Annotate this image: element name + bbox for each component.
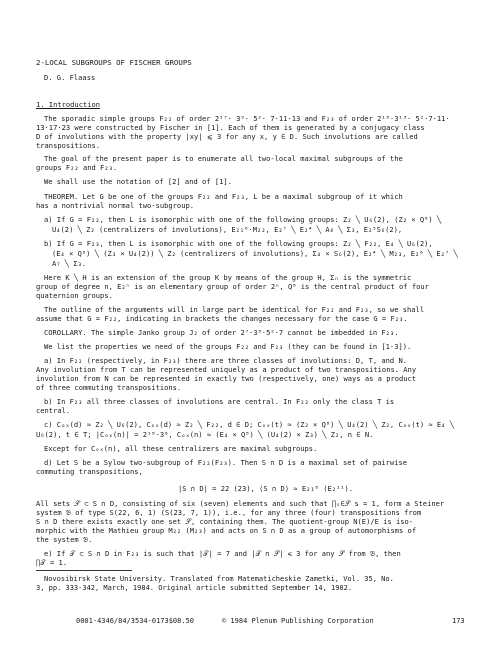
body-line: has a nontrivial normal two-subgroup. <box>36 201 195 210</box>
body-line: The outline of the arguments will in large part be identical for F₂₂ and F₂₃, so we shall <box>44 305 425 314</box>
body-line: (E₄ × Q⁸) ╲ (Z₃ × U₄(2)) ╲ Z₂ (centralizers of involutions), Σ₄ × S₆(2), E₂⁴ ╲ M₂₃, E₂⁶ ╲ E₂⁷ ╲ <box>52 249 458 258</box>
body-line: central. <box>36 406 71 415</box>
body-line: All sets 𝒮 ⊂ S ∩ D, consisting of six (seven) elements and such that ∏ₛ∈𝒮 s = 1, form a Steiner <box>36 499 445 508</box>
body-line: of three commuting transpositions. <box>36 383 182 392</box>
body-line: Here K ╲ H is an extension of the group K by means of the group H, Σₙ is the symmetric <box>44 273 412 282</box>
page-number: 173 <box>452 617 465 625</box>
body-line: quaternion groups. <box>36 291 113 300</box>
body-line: The goal of the present paper is to enumerate all two-local maximal subgroups of the <box>44 154 403 163</box>
body-line: group of degree n, E₂ⁿ is an elementary group of order 2ⁿ, Q⁸ is the central product of four <box>36 282 429 291</box>
body-line: 13·17·23 were constructed by Fischer in [1]. Each of them is generated by a conjugacy class <box>36 123 425 132</box>
body-line: d) Let S be a Sylow two-subgroup of F₂₂(F₂₃). Then S ∩ D is a maximal set of pairwise <box>44 458 408 467</box>
section-heading: 1. Introduction <box>36 100 101 109</box>
corollary-line: COROLLARY. The simple Janko group J₂ of order 2⁷·3³·5²·7 cannot be imbedded in F₂₃. <box>44 328 399 337</box>
body-line: system 𝔅 of type S(22, 6, 1) (S(23, 7, 1)), i.e., for any three (four) transpositions from <box>36 508 422 517</box>
body-line: U₆(2), t ∈ T; |Cₒₓ(n)| = 2¹⁸·3⁶, Cₒₓ(n) ≃ (E₄ × Q⁸) ╲ (U₄(2) × Z₃) ╲ Z₂, n ∈ N. <box>36 430 374 439</box>
body-line: groups F₂₂ and F₂₃. <box>36 163 118 172</box>
body-line: commuting transpositions, <box>36 467 143 476</box>
body-line: assume that G = F₂₂, indicating in brackets the changes necessary for the case G = F₂₃. <box>36 314 408 323</box>
footnote-rule <box>36 570 132 571</box>
body-line: Except for Cₒₓ(n), all these centralizers are maximal subgroups. <box>44 444 318 453</box>
body-line: b) If G = F₂₃, then L is isomorphic with one of the following groups: Z₂ ╲ F₂₂, E₄ ╲ U₆(2), <box>44 239 433 248</box>
paper-title: 2-LOCAL SUBGROUPS OF FISCHER GROUPS <box>36 58 192 67</box>
body-line: morphic with the Mathieu group M₂₂ (M₂₃) and acts on S ∩ D as a group of automorphisms of <box>36 526 417 535</box>
body-line: c) Cₒₓ(d) ≃ Z₂ ╲ U₆(2), Cₒₓ(d) ≃ Z₂ ╲ F₂₂, d ∈ D; Cₒₓ(t) ≃ (Z₂ × Q⁸) ╲ U₄(2) ╲ Z₂, Cₒₓ(t) ≃ E₄ ╲ <box>44 420 454 429</box>
body-line: transpositions. <box>36 141 101 150</box>
body-line: the system 𝔅. <box>36 535 93 544</box>
body-line: e) If 𝒯 ⊂ S ∩ D in F₂₃ is such that |𝒯| = 7 and |𝒯 ∩ 𝒮| ⩽ 3 for any 𝒮 from 𝔅, then <box>44 549 401 558</box>
paper-author: D. G. Flaass <box>44 73 96 82</box>
body-line: a) If G = F₂₂, then L is isomorphic with one of the following groups: Z₂ ╲ U₆(2), (Z₂ × Q⁸) ╲ <box>44 215 442 224</box>
body-line: a) In F₂₂ (respectively, in F₂₃) there are three classes of involutions: D, T, and N. <box>44 356 408 365</box>
body-line: U₄(2) ╲ Z₂ (centralizers of involutions), E₂₁⁰·M₂₂, E₂⁷ ╲ E₂⁴ ╲ A₈ ╲ Σ₃, E₂⁵S₆(2), <box>52 225 403 234</box>
body-line: We shall use the notation of [2] and of [1]. <box>44 177 232 186</box>
footnote-line: 3, pp. 333-342, March, 1984. Original article submitted September 14, 1982. <box>36 584 353 592</box>
display-equation: |S ∩ D| = 22 (23), ⟨S ∩ D⟩ ≃ E₂₁⁰ (E₂¹¹). <box>178 484 354 493</box>
body-line: Any involution from T can be represented uniquely as a product of two transpositions. Any <box>36 365 417 374</box>
body-line: ∏𝒯 = 1. <box>36 558 68 567</box>
body-line: involution from N can be represented in exactly two (respectively, one) ways as a product <box>36 374 417 383</box>
body-line: b) In F₂₃ all three classes of involutions are central. In F₂₂ only the class T is <box>44 397 395 406</box>
body-line: S ∩ D there exists exactly one set 𝒮, containing them. The quotient-group N(E)/E is iso- <box>36 517 414 526</box>
body-line: A₇ ╲ Σ₃. <box>52 259 87 268</box>
body-line: The sporadic simple groups F₂₂ of order 2¹⁷· 3⁹· 5²· 7·11·13 and F₂₃ of order 2¹⁸·3¹³· 5²·7·11· <box>44 114 450 123</box>
footnote-line: Novosibirsk State University. Translated from Matematicheskie Zametki, Vol. 35, No. <box>44 575 394 583</box>
body-line: We list the properties we need of the groups F₂₂ and F₂₃ (they can be found in [1-3]). <box>44 342 412 351</box>
theorem-line: THEOREM. Let G be one of the groups F₂₂ and F₂₃, L be a maximal subgroup of it which <box>44 192 403 201</box>
body-line: D of involutions with the property |xy| ⩽ 3 for any x, y ∈ D. Such involutions are called <box>36 132 418 141</box>
copyright-notice: © 1984 Plenum Publishing Corporation <box>222 617 374 625</box>
article-code: 0001-4346/84/3534-0173$08.50 <box>76 617 195 625</box>
